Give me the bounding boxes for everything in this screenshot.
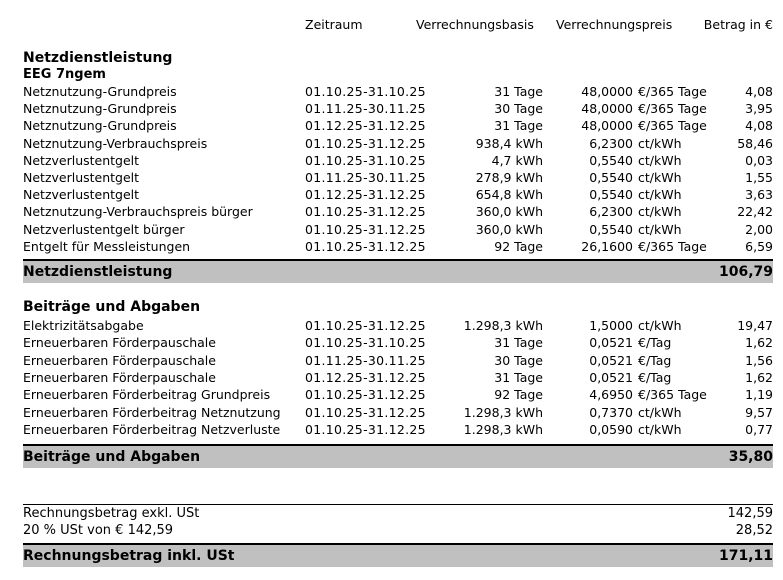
- abgaben-total-label: Beiträge und Abgaben: [23, 449, 201, 465]
- item-period: 01.12.25-31.12.25: [305, 187, 426, 203]
- item-label: Erneuerbaren Förderpauschale: [23, 335, 216, 351]
- item-basis: 938,4 kWh: [475, 135, 543, 151]
- netz-total-amount: 106,79: [718, 264, 773, 280]
- item-period: 01.10.25-31.12.25: [305, 221, 426, 237]
- item-label: Netznutzung-Grundpreis: [23, 101, 177, 117]
- line-item-row: [0, 203, 783, 220]
- item-period: 01.10.25-31.12.25: [305, 404, 426, 420]
- item-period: 01.10.25-31.10.25: [305, 152, 426, 168]
- item-label: Netznutzung-Grundpreis: [23, 118, 177, 134]
- item-amount: 1,62: [745, 335, 773, 351]
- item-unit: ct/kWh: [638, 187, 682, 203]
- item-basis: 278,9 kWh: [475, 170, 543, 185]
- line-item-row: [0, 352, 783, 369]
- line-item-row: [0, 83, 783, 100]
- item-basis: 31 Tage: [494, 118, 543, 134]
- net-amount-value: 142,59: [727, 506, 773, 521]
- vat-value: 28,52: [735, 523, 773, 538]
- item-unit: €/365 Tage: [638, 101, 707, 117]
- item-unit: €/365 Tage: [638, 84, 707, 99]
- item-amount: 0,77: [745, 421, 773, 437]
- netz-total-label: Netzdienstleistung: [23, 264, 173, 280]
- section-subtitle: EEG 7ngem: [23, 67, 106, 82]
- item-amount: 9,57: [745, 404, 773, 420]
- item-label: Netzverlustentgelt bürger: [23, 221, 185, 237]
- item-unit: ct/kWh: [638, 135, 682, 151]
- item-price: 1,5000: [589, 318, 633, 333]
- item-amount: 0,03: [745, 152, 773, 168]
- item-basis: 1.298,3 kWh: [463, 421, 543, 437]
- item-period: 01.10.25-31.12.25: [305, 204, 426, 220]
- item-label: Netznutzung-Verbrauchspreis: [23, 135, 208, 151]
- netz-total-row: [23, 259, 773, 283]
- net-amount-label: Rechnungsbetrag exkl. USt: [23, 506, 200, 521]
- gross-total-row: [23, 543, 773, 567]
- section-title-netzdienstleistung: Netzdienstleistung: [23, 50, 173, 66]
- item-basis: 4,7 kWh: [491, 152, 543, 168]
- item-price: 0,0521: [589, 335, 633, 351]
- item-label: Entgelt für Messleistungen: [23, 238, 191, 254]
- item-price: 48,0000: [581, 101, 633, 117]
- item-amount: 58,46: [737, 135, 773, 151]
- line-item-row: [0, 369, 783, 386]
- item-label: Erneuerbaren Förderbeitrag Grundpreis: [23, 387, 271, 403]
- item-price: 26,1600: [581, 238, 633, 254]
- item-basis: 30 Tage: [494, 101, 543, 117]
- item-basis: 360,0 kWh: [475, 221, 543, 237]
- item-basis: 360,0 kWh: [475, 204, 543, 220]
- item-amount: 6,59: [745, 238, 773, 254]
- item-period: 01.12.25-31.12.25: [305, 118, 426, 134]
- gross-total-amount: 171,11: [718, 548, 773, 564]
- item-period: 01.11.25-30.11.25: [305, 101, 426, 117]
- summary-divider-top: [23, 504, 773, 505]
- item-period: 01.10.25-31.12.25: [305, 421, 426, 437]
- item-basis: 92 Tage: [494, 387, 543, 403]
- item-amount: 1,55: [745, 170, 773, 185]
- line-item-row: [0, 100, 783, 117]
- line-item-row: [0, 317, 783, 334]
- line-item-row: [0, 386, 783, 403]
- line-item-row: [0, 421, 783, 438]
- item-price: 48,0000: [581, 118, 633, 134]
- column-header-period: Zeitraum: [305, 17, 363, 32]
- item-label: Erneuerbaren Förderbeitrag Netzverluste: [23, 421, 281, 437]
- item-amount: 1,62: [745, 369, 773, 385]
- item-price: 0,0521: [589, 369, 633, 385]
- column-header-basis: Verrechnungsbasis: [416, 17, 534, 32]
- item-unit: ct/kWh: [638, 404, 682, 420]
- item-unit: €/Tag: [638, 369, 672, 385]
- item-price: 4,6950: [589, 387, 633, 403]
- item-price: 0,0521: [589, 352, 633, 368]
- gross-total-label: Rechnungsbetrag inkl. USt: [23, 548, 235, 564]
- item-unit: €/Tag: [638, 335, 672, 351]
- item-price: 0,5540: [589, 187, 633, 203]
- item-amount: 4,08: [745, 84, 773, 99]
- line-item-row: [0, 221, 783, 238]
- item-basis: 92 Tage: [494, 238, 543, 254]
- line-item-row: [0, 135, 783, 152]
- item-basis: 31 Tage: [494, 84, 543, 99]
- item-amount: 4,08: [745, 118, 773, 134]
- item-label: Erneuerbaren Förderpauschale: [23, 369, 216, 385]
- column-header-amount: Betrag in €: [703, 17, 773, 32]
- item-price: 48,0000: [581, 84, 633, 99]
- item-period: 01.12.25-31.12.25: [305, 369, 426, 385]
- item-label: Elektrizitätsabgabe: [23, 318, 144, 333]
- line-item-row: [0, 117, 783, 134]
- item-period: 01.10.25-31.10.25: [305, 84, 426, 99]
- item-label: Netznutzung-Verbrauchspreis bürger: [23, 204, 253, 220]
- abgaben-total-row: [23, 444, 773, 468]
- item-period: 01.11.25-30.11.25: [305, 352, 426, 368]
- line-item-row: [0, 334, 783, 351]
- item-basis: 654,8 kWh: [475, 187, 543, 203]
- item-price: 0,0590: [589, 421, 633, 437]
- item-basis: 1.298,3 kWh: [463, 318, 543, 333]
- item-unit: ct/kWh: [638, 221, 682, 237]
- item-basis: 1.298,3 kWh: [463, 404, 543, 420]
- item-label: Erneuerbaren Förderpauschale: [23, 352, 216, 368]
- item-label: Erneuerbaren Förderbeitrag Netznutzung: [23, 404, 281, 420]
- item-basis: 31 Tage: [494, 335, 543, 351]
- item-unit: ct/kWh: [638, 204, 682, 220]
- item-amount: 3,95: [745, 101, 773, 117]
- item-amount: 1,56: [745, 352, 773, 368]
- item-unit: ct/kWh: [638, 421, 682, 437]
- line-item-row: [0, 186, 783, 203]
- item-period: 01.11.25-30.11.25: [305, 170, 426, 185]
- item-amount: 3,63: [745, 187, 773, 203]
- item-unit: €/Tag: [638, 352, 672, 368]
- column-header-price: Verrechnungspreis: [556, 17, 673, 32]
- item-price: 0,7370: [589, 404, 633, 420]
- item-period: 01.10.25-31.12.25: [305, 387, 426, 403]
- item-period: 01.10.25-31.12.25: [305, 238, 426, 254]
- item-unit: €/365 Tage: [638, 387, 707, 403]
- item-price: 6,2300: [589, 135, 633, 151]
- line-item-row: [0, 238, 783, 255]
- item-amount: 2,00: [745, 221, 773, 237]
- item-label: Netzverlustentgelt: [23, 170, 140, 185]
- item-price: 6,2300: [589, 204, 633, 220]
- item-amount: 19,47: [737, 318, 773, 333]
- item-label: Netzverlustentgelt: [23, 152, 140, 168]
- item-price: 0,5540: [589, 221, 633, 237]
- item-price: 0,5540: [589, 152, 633, 168]
- line-item-row: [0, 404, 783, 421]
- item-period: 01.10.25-31.12.25: [305, 318, 426, 333]
- line-item-row: [0, 169, 783, 186]
- item-amount: 1,19: [745, 387, 773, 403]
- item-period: 01.10.25-31.12.25: [305, 135, 426, 151]
- item-label: Netznutzung-Grundpreis: [23, 84, 177, 99]
- item-unit: €/365 Tage: [638, 238, 707, 254]
- item-period: 01.10.25-31.10.25: [305, 335, 426, 351]
- item-unit: ct/kWh: [638, 152, 682, 168]
- item-amount: 22,42: [737, 204, 773, 220]
- item-price: 0,5540: [589, 170, 633, 185]
- item-label: Netzverlustentgelt: [23, 187, 140, 203]
- item-unit: ct/kWh: [638, 170, 682, 185]
- section-title-abgaben: Beiträge und Abgaben: [23, 299, 201, 315]
- item-unit: €/365 Tage: [638, 118, 707, 134]
- item-basis: 30 Tage: [494, 352, 543, 368]
- abgaben-total-amount: 35,80: [728, 449, 773, 465]
- item-unit: ct/kWh: [638, 318, 682, 333]
- item-basis: 31 Tage: [494, 369, 543, 385]
- vat-label: 20 % USt von € 142,59: [23, 523, 174, 538]
- line-item-row: [0, 152, 783, 169]
